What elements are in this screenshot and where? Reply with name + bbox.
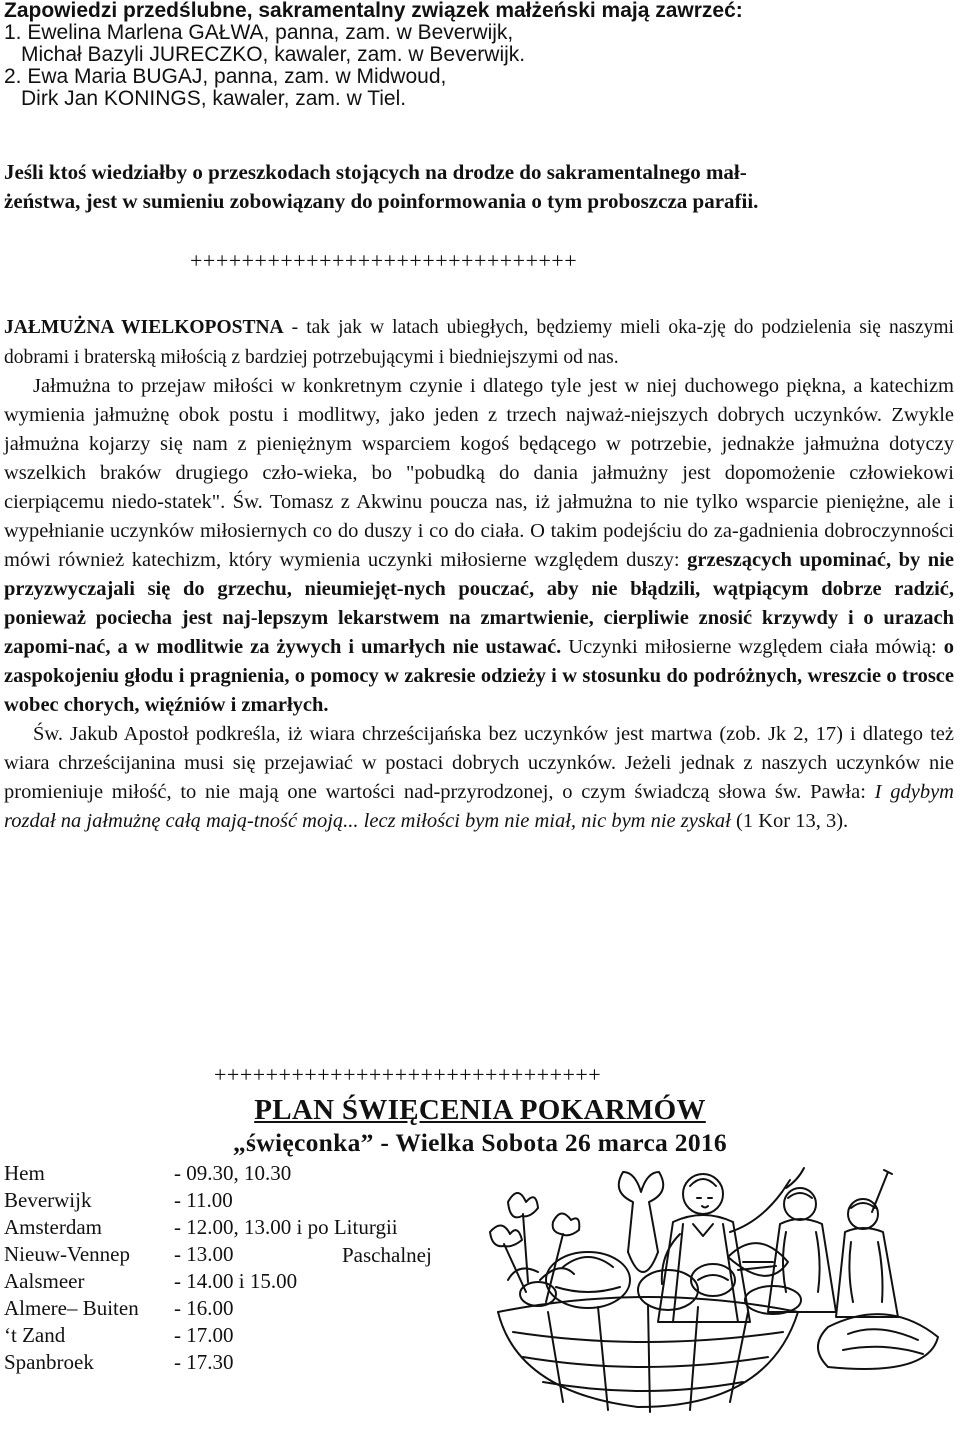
schedule-time: - 12.00, 13.00 i po Liturgii [174,1215,398,1239]
basket-icon [498,1297,798,1412]
schedule-place: Beverwijk [4,1188,92,1212]
schedule-place: ‘t Zand [4,1323,66,1347]
alms-title: JAŁMUŻNA WIELKOPOSTNA [4,317,284,338]
easter-food-icon [520,1172,801,1314]
banns-couple-1-groom: Michał Bazyli JURECZKO, kawaler, zam. w Beverwijk. [21,43,526,66]
alms-ref: (1 Kor 13, 3). [730,810,849,832]
alms-p1: Jałmużna to przejaw miłości w konkretnym czynie i dlatego tyle jest w niej duchowego piękna, a katechizm wymienia jałmużnę obok postu i modlitwy, jako jeden z trzech najważ-niejszych dobrych uczynków. [4,375,954,426]
alms-p2: Św. Jakub Apostoł podkreśla, iż wiara chrześcijańska bez uczynków jest martwa (zob. Jk 2, 17) i dlatego też wiara chrześcijanina musi się przejawiać w postaci dobrych uczynków. Jeżeli jednak z naszych uczynków nie promieniuje miłość, to nie mają one wartości nad-przyrodzonej, o czym świadczą słowa św. Pawła: [4,723,954,803]
banns-section [4,0,954,110]
banns-couple-1-bride: 1. Ewelina Marlena GAŁWA, panna, zam. w Beverwijk, [4,21,514,44]
schedule-time: - 16.00 [174,1296,234,1320]
schedule-time: - 14.00 i 15.00 [174,1269,298,1293]
schedule-place: Aalsmeer [4,1269,85,1293]
alms-soul-works: grzeszących upominać, by nie przyzwyczajali się do grzechu, nieumiejęt-nych pouczać, aby nie błądzili, wątpiącym dobrze radzić, ponieważ pociecha jest naj-lepszym lekarstwem na zmartwienie, cierpliwie znosić krzywdy i o urazach zapomi-nać, a w modlitwie za żywych i umarłych nie ustawać. [4,549,954,658]
alms-p1b: Zwykle jałmużna kojarzy się nam z pieniężnym wsparciem kogoś będącego w potrzebie, jednakże jałmużna dotyczy wszelkich braków drugiego czło-wieka, bo "pobudką do dania jałmużny jest dopomożenie człowiekowi cierpiącemu niedo-statek". Św. Tomasz z Akwinu poucza nas, iż jałmużna to nie tylko wsparcie pieniężne, ale i wypełnianie uczynków miłosiernych co do duszy i co do ciała. O takim podejściu do za-gadnienia dobroczynności mówi również katechizm, który wymienia uczynki miłosierne względem duszy: [4,404,954,571]
alms-main-paragraph [4,372,954,720]
bread-icon [818,1314,938,1369]
alms-james-paragraph [4,720,954,836]
schedule-note: Paschalnej [342,1243,432,1267]
alms-body-works: o zaspokojeniu głodu i pragnienia, o pomocy w zakresie odzieży i w stosunku do podróżnych, wreszcie o trosce wobec chorych, więźniów i zmarłych. [4,636,954,716]
notice-line-2: żeństwa, jest w sumieniu zobowiązany do poinformowania o tym proboszcza parafii. [4,189,759,213]
alms-body-intro: Uczynki miłosierne względem ciała mówią: [561,636,944,658]
alms-article [4,313,954,836]
schedule-place: Amsterdam [4,1215,102,1239]
flowers-icon [490,1193,579,1302]
banns-couple-2-groom: Dirk Jan KONINGS, kawaler, zam. w Tiel. [21,87,407,110]
schedule-time: - 17.30 [174,1350,234,1374]
easter-blessing-illustration [468,1162,956,1434]
schedule-place: Spanbroek [4,1350,94,1374]
separator-plus-line: ++++++++++++++++++++++++++++++ [190,248,578,273]
alms-intro-paragraph [4,313,954,372]
altar-boy-icon [768,1170,898,1317]
banns-couple-2-bride: 2. Ewa Maria BUGAJ, panna, zam. w Midwoud, [4,65,447,88]
schedule-time: - 09.30, 10.30 [174,1161,292,1185]
plan-subtitle: „święconka” - Wielka Sobota 26 marca 2016 [233,1128,727,1157]
separator-plus-line: ++++++++++++++++++++++++++++++ [214,1062,602,1087]
schedule-time: - 17.00 [174,1323,234,1347]
notice-line-1: Jeśli ktoś wiedziałby o przeszkodach stojących na drodze do sakramentalnego mał- [4,160,747,184]
schedule-time: - 13.00 [174,1242,234,1266]
schedule-place: Almere– Buiten [4,1296,139,1320]
banns-heading: Zapowiedzi przedślubne, sakramentalny związek małżeński mają zawrzeć: [4,0,743,22]
schedule-time: - 11.00 [174,1188,233,1212]
schedule-place: Nieuw-Vennep [4,1242,130,1266]
plan-title: PLAN ŚWIĘCENIA POKARMÓW [254,1094,706,1126]
priest-icon [658,1168,804,1322]
alms-quote: I gdybym rozdał na jałmużnę całą mają-tność moją... lecz miłości bym nie miał, nic bym nie zyskał [4,781,954,832]
alms-intro-text: - tak jak w latach ubiegłych, będziemy mieli oka-zję do podzielenia się naszymi dobrami i braterską miłością z bardziej potrzebującymi i biedniejszymi od nas. [4,317,954,368]
impediment-notice [4,158,956,216]
schedule-place: Hem [4,1161,45,1185]
